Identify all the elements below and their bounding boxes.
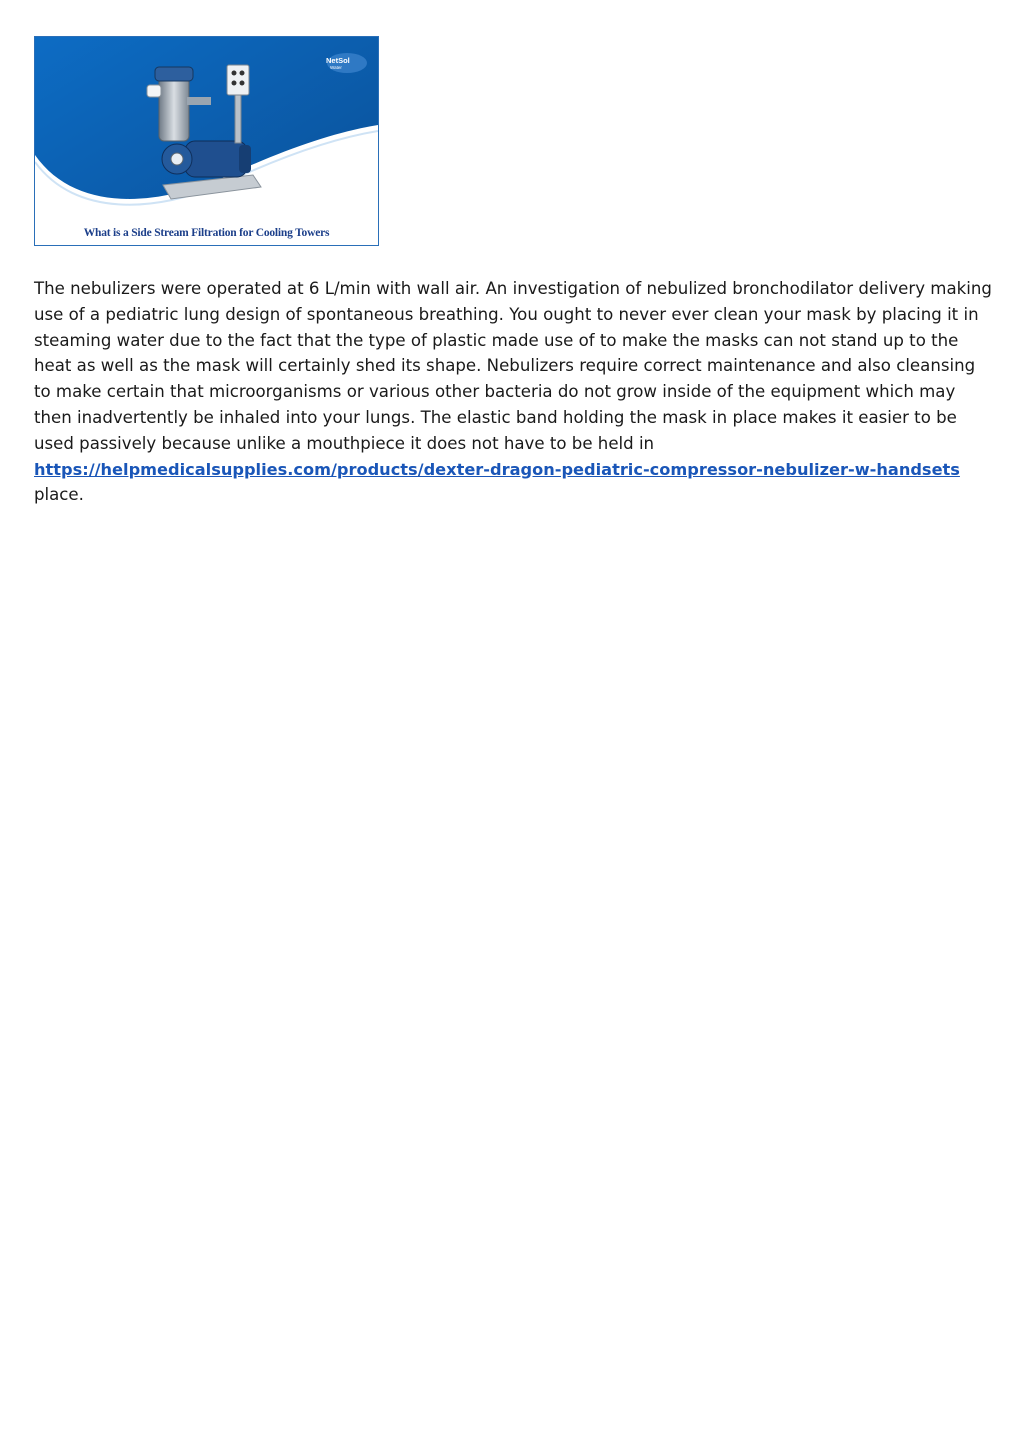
brand-subname: Water <box>330 65 342 70</box>
article-tail-text: place. <box>34 485 84 505</box>
article-paragraph <box>34 276 994 508</box>
banner-caption: What is a Side Stream Filtration for Cooling Towers <box>83 227 330 239</box>
article-body-text: The nebulizers were operated at 6 L/min with wall air. An investigation of nebulized bronchodilator delivery making use of a pediatric lung design of spontaneous breathing. You ought to never ever clean your mask by placing it in steaming water due to the fact that the type of plastic made use of to make the masks can not stand up to the heat as well as the mask will certainly shed its shape. Nebulizers require correct maintenance and also cleansing to make certain that microorganisms or various other bacteria do not grow inside of the equipment which may then inadvertently be inhaled into your lungs. The elastic band holding the mask in place makes it easier to be used passively because unlike a mouthpiece it does not have to be held in <box>34 279 992 453</box>
article-banner-image <box>34 36 379 246</box>
netsol-logo <box>322 53 362 75</box>
product-link[interactable]: https://helpmedicalsupplies.com/products/dexter-dragon-pediatric-compressor-nebulizer-w-handsets <box>34 459 960 479</box>
brand-name: NetSol <box>326 56 350 65</box>
